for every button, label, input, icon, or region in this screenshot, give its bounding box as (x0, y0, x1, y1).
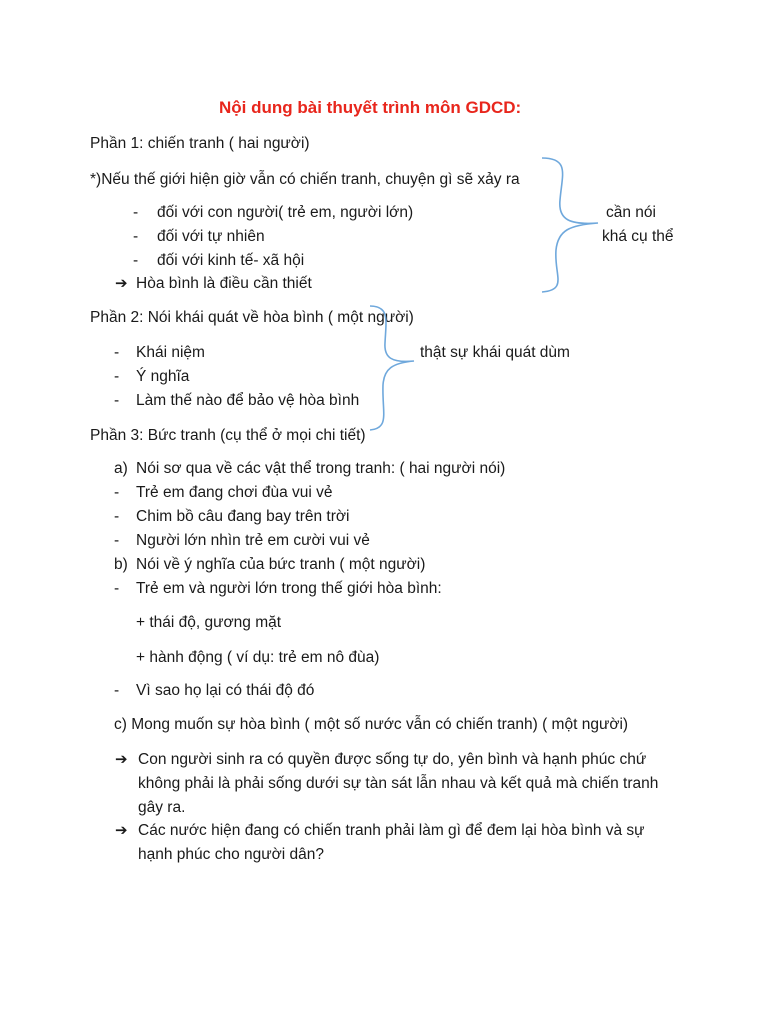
arrow-icon: ➔ (115, 751, 128, 768)
list-item: đối với kinh tế- xã hội (157, 252, 305, 269)
arrow-icon: ➔ (115, 275, 128, 292)
list-dash: - (114, 484, 120, 501)
list-item: Trẻ em và người lớn trong thế giới hòa bình: (136, 580, 442, 597)
part2-heading: Phần 2: Nói khái quát về hòa bình ( một người) (90, 309, 414, 326)
paragraph-line: hạnh phúc cho người dân? (138, 846, 325, 863)
part1-conclusion: Hòa bình là điều cần thiết (136, 275, 312, 292)
right-brace-icon (368, 303, 418, 433)
part3-c-text: c) Mong muốn sự hòa bình ( một số nước vẫn có chiến tranh) ( một người) (114, 716, 629, 733)
list-item: Làm thế nào để bảo vệ hòa bình (136, 392, 360, 409)
list-item: đối với con người( trẻ em, người lớn) (157, 204, 414, 221)
list-item: Chim bồ câu đang bay trên trời (136, 508, 350, 525)
list-marker: b) (114, 556, 128, 573)
part3-b-text: Nói về ý nghĩa của bức tranh ( một người) (136, 556, 426, 573)
list-dash: - (133, 204, 139, 221)
list-dash: - (114, 392, 120, 409)
list-dash: - (114, 508, 120, 525)
part3-heading: Phần 3: Bức tranh (cụ thể ở mọi chi tiết) (90, 427, 366, 444)
list-dash: - (114, 532, 120, 549)
list-dash: - (114, 682, 120, 699)
list-item: Trẻ em đang chơi đùa vui vẻ (136, 484, 333, 501)
part3-a-text: Nói sơ qua về các vật thể trong tranh: ( hai người nói) (136, 460, 506, 477)
right-brace-icon (540, 155, 600, 295)
list-item: Vì sao họ lại có thái độ đó (136, 682, 315, 699)
list-dash: - (133, 228, 139, 245)
paragraph-line: Các nước hiện đang có chiến tranh phải làm gì để đem lại hòa bình và sự (138, 822, 645, 839)
part1-note-line2: khá cụ thể (602, 228, 674, 245)
list-item: Ý nghĩa (136, 368, 190, 385)
list-item: Người lớn nhìn trẻ em cười vui vẻ (136, 532, 370, 549)
list-dash: - (114, 580, 120, 597)
part1-heading: Phần 1: chiến tranh ( hai người) (90, 135, 310, 152)
list-dash: - (114, 368, 120, 385)
paragraph-line: gây ra. (138, 799, 186, 816)
sub-item: + hành động ( ví dụ: trẻ em nô đùa) (136, 649, 380, 666)
arrow-icon: ➔ (115, 822, 128, 839)
list-item: đối với tự nhiên (157, 228, 265, 245)
paragraph-line: không phải là phải sống dưới sự tàn sát lẫn nhau và kết quả mà chiến tranh (138, 775, 659, 792)
part1-question: *)Nếu thế giới hiện giờ vẫn có chiến tranh, chuyện gì sẽ xảy ra (90, 171, 520, 188)
part1-note-line1: cần nói (606, 204, 656, 221)
sub-item: + thái độ, gương mặt (136, 614, 282, 631)
page-title: Nội dung bài thuyết trình môn GDCD: (219, 98, 522, 117)
list-dash: - (114, 344, 120, 361)
list-marker: a) (114, 460, 128, 477)
list-dash: - (133, 252, 139, 269)
part2-note: thật sự khái quát dùm (420, 344, 570, 361)
list-item: Khái niệm (136, 344, 205, 361)
paragraph-line: Con người sinh ra có quyền được sống tự do, yên bình và hạnh phúc chứ (138, 751, 647, 768)
